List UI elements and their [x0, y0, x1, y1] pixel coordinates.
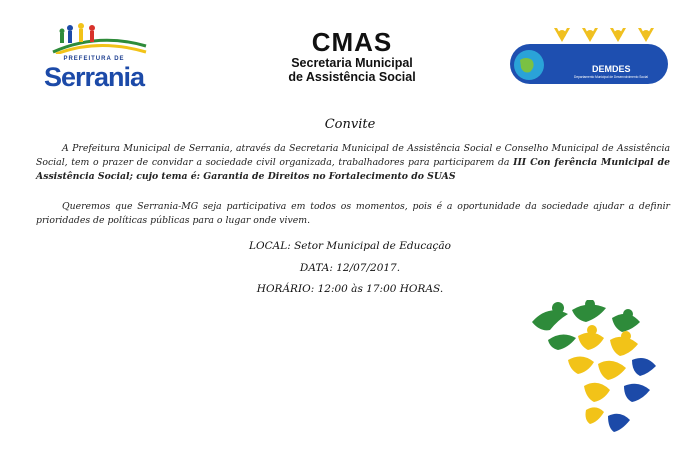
cmas-line1: Secretaria Municipal: [291, 56, 413, 70]
cmas-header: [262, 28, 442, 84]
invitation-paragraph-1: [36, 142, 670, 184]
event-location: LOCAL: Setor Municipal de Educação: [249, 240, 451, 252]
raised-arms-icon: [552, 28, 668, 58]
event-date: DATA: 12/07/2017.: [299, 262, 401, 274]
globe-icon: [512, 48, 546, 82]
brazil-people-emblem: [528, 300, 664, 450]
logo-prefeitura-text: PREFEITURA DE: [63, 56, 125, 62]
paragraph-1-text: A Prefeitura Municipal de Serrania, através da Secretaria Municipal de Assistência Social e Conselho Municipal de Assistência Social, tem o prazer de convidar a sociedade civil organizada, trabalhadores para participarem da: [36, 143, 670, 168]
demdes-logo: [510, 28, 670, 84]
logo-serrania-text: Serrania: [43, 62, 145, 92]
cmas-acronym: CMAS: [311, 27, 393, 57]
prefeitura-serrania-logo: [28, 22, 158, 92]
demdes-subtitle: Departamento Municipal de Desenvolvimento Social: [574, 75, 648, 79]
people-figures-icon: [48, 22, 148, 54]
cmas-line2: de Assistência Social: [288, 70, 416, 84]
demdes-name: DEMDES: [592, 64, 631, 74]
conference-theme: III Con ferência Municipal de Assistência Social; cujo tema é: Garantia de Direitos no Fortalecimento do SUAS: [36, 157, 671, 182]
invitation-title: Convite: [324, 117, 376, 132]
event-time: HORÁRIO: 12:00 às 17:00 HORAS.: [256, 283, 444, 295]
invitation-paragraph-2: Queremos que Serrania-MG seja participativa em todos os momentos, pois é a oportunidade da sociedade ajudar a definir prioridades de políticas públicas para o lugar onde vivem.: [36, 201, 670, 226]
